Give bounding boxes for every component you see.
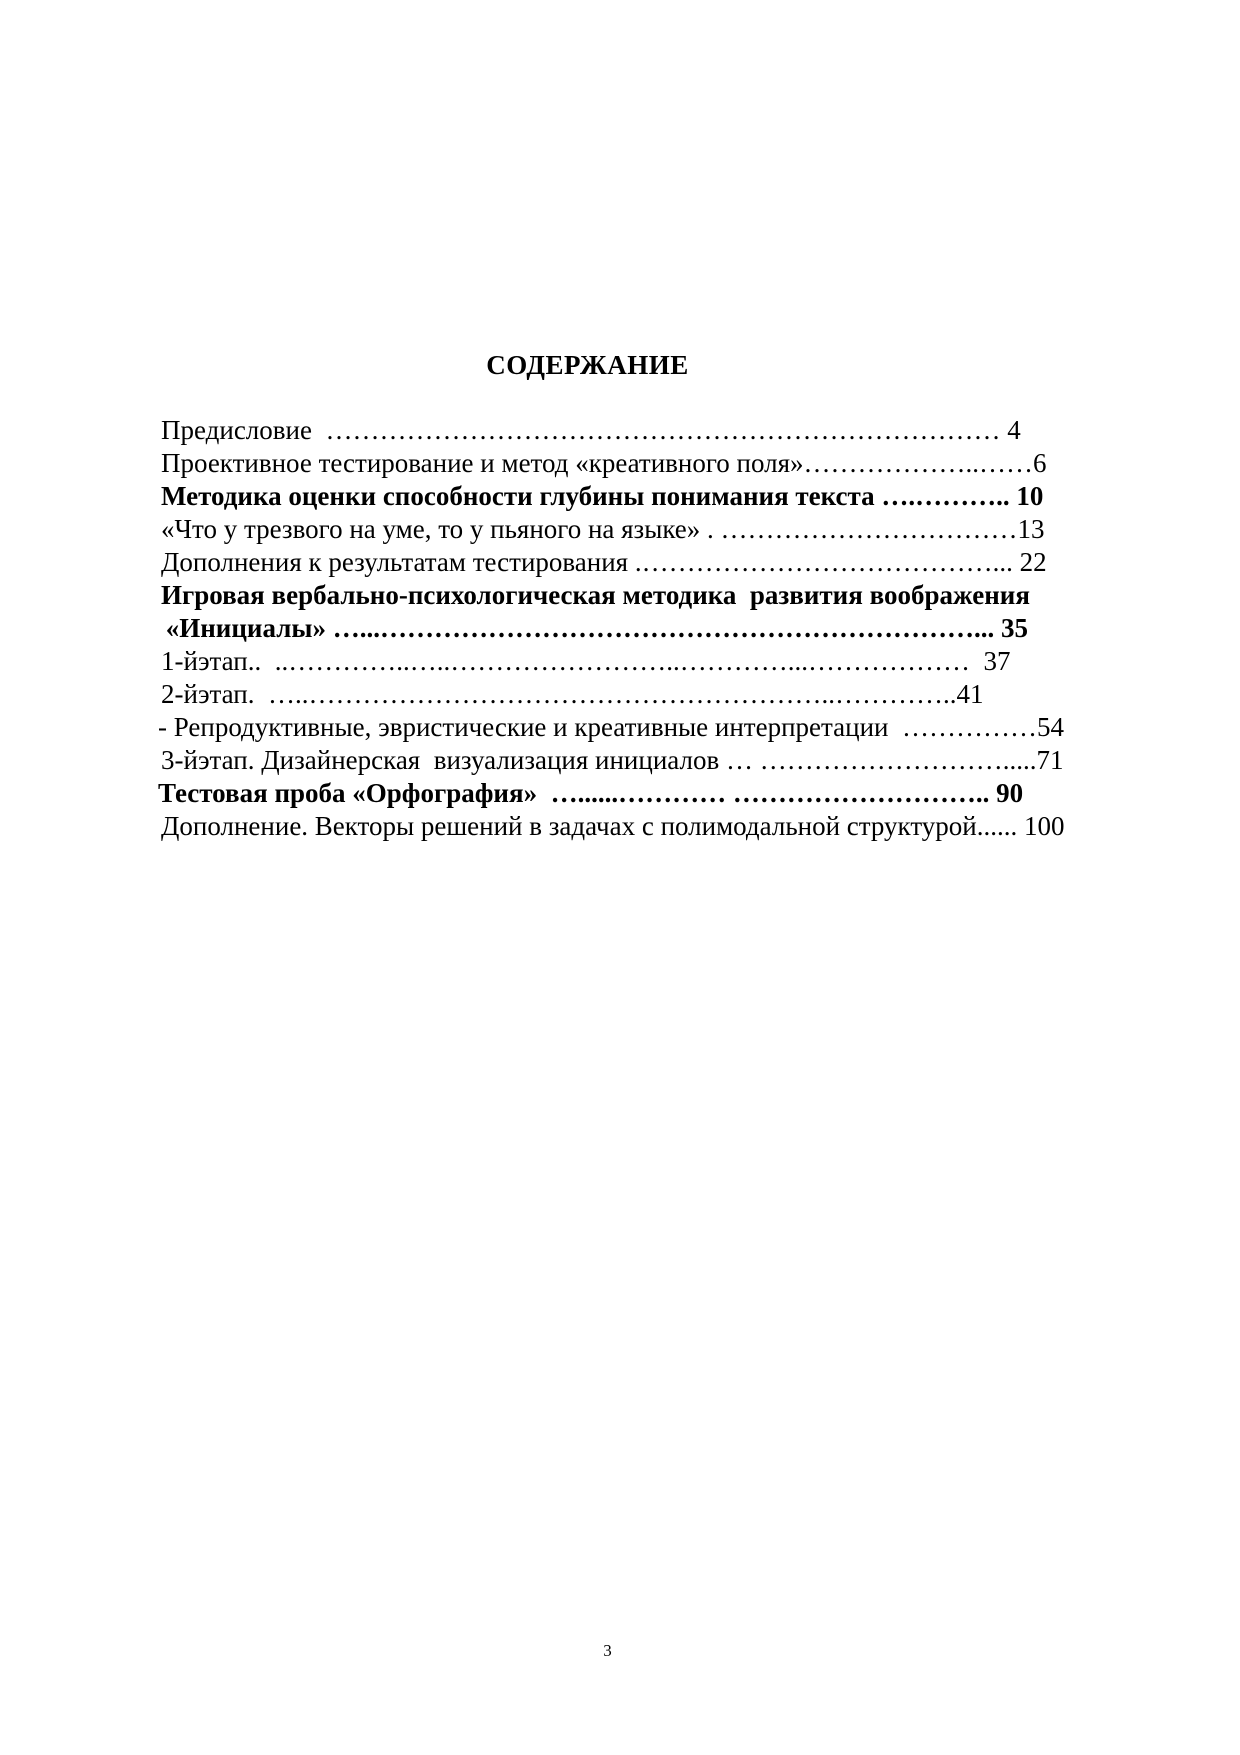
toc-entry-stage-3: 3-йэтап. Дизайнерская визуализация инициалов … ……………………….....71 (161, 745, 1064, 775)
toc-entry-spelling-test: Тестовая проба «Орфография» …......………… ……………………….. 90 (158, 778, 1024, 808)
table-of-contents (158, 414, 1141, 843)
toc-entry-preface: Предисловие ………………………………………………………………… 4 (161, 415, 1021, 445)
toc-title: СОДЕРЖАНИЕ (486, 350, 689, 380)
toc-entry-text-comprehension-method: Методика оценки способности глубины понимания текста ….……….. 10 (161, 481, 1044, 511)
toc-entry-sober-drunk: «Что у трезвого на уме, то у пьяного на языке» . ……………………………13 (161, 514, 1045, 544)
page-number: 3 (603, 1641, 612, 1660)
toc-entry-stage-1: 1-йэтап.. ..…………..…..……………………..…………...……………… 37 (161, 646, 1011, 676)
toc-entry-supplement-vectors: Дополнение. Векторы решений в задачах с полимодальной структурой...... 100 (161, 811, 1065, 841)
toc-entry-testing-supplements: Дополнения к результатам тестирования .…………………………………... 22 (161, 547, 1047, 577)
toc-entry-stage-2: 2-йэтап. …..…………………………………………………..…………..41 (161, 679, 984, 709)
toc-entry-game-method: Игровая вербально-психологическая методика развития воображения (161, 580, 1030, 610)
toc-entry-projective-testing: Проективное тестирование и метод «креативного поля»………………..……6 (161, 448, 1047, 478)
toc-entry-initials: «Инициалы» …...…………………………………………………………... 35 (159, 613, 1028, 643)
toc-entry-interpretations: - Репродуктивные, эвристические и креативные интерпретации ……………54 (158, 712, 1064, 742)
